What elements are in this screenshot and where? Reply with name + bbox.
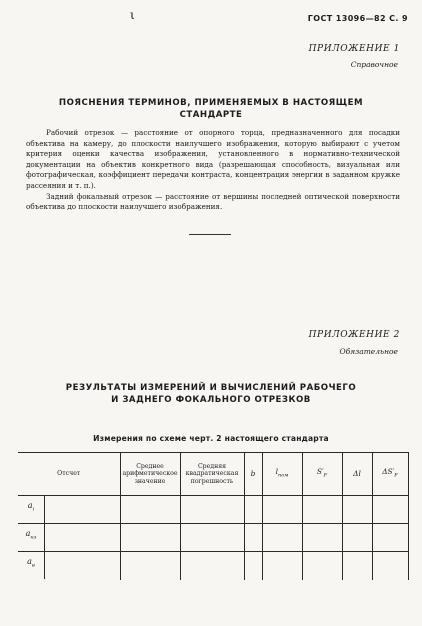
measurements-table	[18, 452, 409, 580]
col-s-f-base: S′	[316, 467, 324, 477]
table-cell	[262, 496, 302, 524]
appendix-2-subtitle: Обязательное	[339, 347, 398, 356]
table-cell	[180, 552, 244, 580]
col-s-f	[302, 453, 342, 496]
table-cell	[244, 524, 262, 552]
appendix-1-subtitle: Справочное	[350, 60, 398, 69]
appendix-1-heading-line2: СТАНДАРТЕ	[179, 110, 243, 120]
row-label-ai-sub: i	[32, 506, 35, 513]
table-cell	[372, 524, 408, 552]
stray-mark: ι	[130, 8, 135, 22]
table-row-ai	[18, 496, 408, 524]
col-reading: Отсчет	[18, 453, 120, 496]
appendix-1-heading	[0, 97, 422, 121]
table-cell	[262, 552, 302, 580]
table-row-av	[18, 552, 408, 580]
table-cell	[372, 496, 408, 524]
table-row-anz	[18, 524, 408, 552]
col-b: b	[244, 453, 262, 496]
table-cell	[342, 524, 372, 552]
table-cell	[244, 496, 262, 524]
paragraph-working-segment: Рабочий отрезок — расстояние от опорного торца, предназначенного для посадки объектива на камеру, до плоскости наилучшего изображения, которую выбирают с учетом критерия оценки качества изображения, установленного в нормативно-технической документации на объектив конкретного вида (разрешающая способность, визуальная или фотографическая, коэффициент передачи контраста, концентрация энергии в заданном кружке рассеяния и т. п.).	[26, 128, 400, 190]
table-cell	[120, 552, 180, 580]
table-cell	[262, 524, 302, 552]
section-divider	[189, 234, 231, 235]
row-labels	[18, 495, 44, 579]
col-s-f-sub: F	[323, 472, 328, 479]
col-delta-l: Δl	[342, 453, 372, 496]
row-label-anz-base: a	[25, 529, 31, 538]
appendix-2-title: ПРИЛОЖЕНИЕ 2	[308, 330, 400, 340]
table-cell	[180, 524, 244, 552]
table-caption: Измерения по схеме черт. 2 настоящего стандарта	[93, 434, 329, 443]
table-cell	[342, 496, 372, 524]
table-cell	[302, 524, 342, 552]
row-label-ai	[18, 501, 44, 513]
col-l-pom-sub: пом	[277, 472, 289, 479]
table-cell	[180, 496, 244, 524]
row-label-ai-base: a	[27, 501, 33, 510]
col-rms-error: Средняя квадратическая погрешность	[180, 453, 244, 496]
col-delta-s-f-base: ΔS′	[382, 467, 395, 477]
col-l-pom	[262, 453, 302, 496]
row-label-av-base: a	[27, 557, 32, 566]
row-label-av	[18, 557, 44, 569]
appendix-1-title: ПРИЛОЖЕНИЕ 1	[308, 44, 400, 54]
appendix-2-heading	[0, 382, 422, 406]
page-header: ГОСТ 13096—82 С. 9	[307, 14, 408, 23]
table-cell	[302, 496, 342, 524]
table-cell	[120, 496, 180, 524]
row-label-separator	[44, 495, 45, 579]
table-cell	[244, 552, 262, 580]
table-cell	[120, 524, 180, 552]
row-label-av-sub: в	[31, 562, 35, 569]
paragraph-back-focal-segment: Задний фокальный отрезок — расстояние от вершины последней оптической поверхности объектива до плоскости наилучшего изображения.	[26, 191, 400, 212]
col-delta-s-f	[372, 453, 408, 496]
table-cell	[342, 552, 372, 580]
table-cell	[302, 552, 342, 580]
row-label-anz	[18, 529, 44, 541]
appendix-1-heading-line1: ПОЯСНЕНИЯ ТЕРМИНОВ, ПРИМЕНЯЕМЫХ В НАСТОЯЩЕМ	[58, 98, 364, 108]
appendix-2-heading-line1: РЕЗУЛЬТАТЫ ИЗМЕРЕНИЙ И ВЫЧИСЛЕНИЙ РАБОЧЕГО	[65, 383, 357, 393]
col-mean: Среднее арифметическое значение	[120, 453, 180, 496]
table-header-row	[18, 453, 408, 496]
col-l-pom-base: l	[275, 467, 278, 477]
col-delta-s-f-sub: F	[394, 472, 398, 479]
appendix-1-body	[26, 128, 400, 213]
table-cell	[372, 552, 408, 580]
row-label-anz-sub: нз	[30, 534, 37, 541]
appendix-2-heading-line2: И ЗАДНЕГО ФОКАЛЬНОГО ОТРЕЗКОВ	[111, 395, 311, 405]
